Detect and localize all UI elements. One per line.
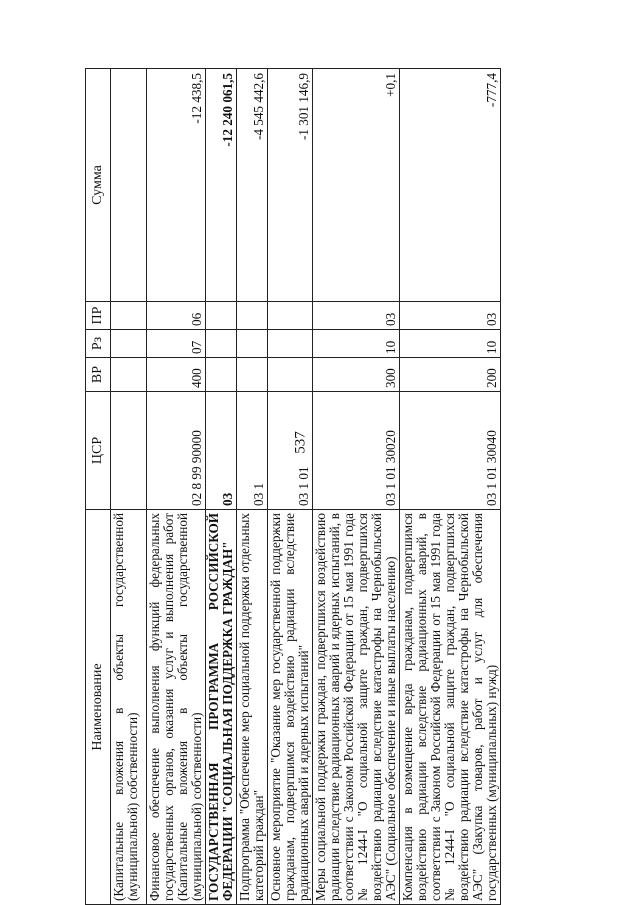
row-sum: -4 545 442,6 (237, 69, 268, 302)
row-vr (111, 358, 147, 392)
budget-table-sheet (85, 69, 612, 905)
row-vr (206, 358, 237, 392)
row-csr: 03 1 01 (268, 392, 313, 510)
row-csr: 02 8 99 90000 (147, 392, 206, 510)
header-vr: ВР (86, 358, 111, 392)
page-number: 537 (292, 431, 309, 454)
header-csr: ЦСР (86, 392, 111, 510)
table-row (206, 69, 237, 905)
row-rz: 10 (400, 330, 501, 358)
header-sum: Сумма (86, 69, 111, 302)
row-pr: 03 (400, 302, 501, 330)
row-name: Компенсация в возмещение вреда гражданам, подвергшимся воздействию радиации вследствие радиационных аварий, в соответствии с Законом Российской Федерации от 15 мая 1991 года № 1244-I "О социальной защите граждан, подвергшихся воздействию радиации вследствие катастрофы на Чернобыльской АЭС" (Закупка товаров, работ и услуг для обеспечения государственных (муниципальных) нужд) (400, 510, 501, 905)
row-pr: 03 (313, 302, 400, 330)
table-row (111, 69, 147, 905)
row-sum (111, 69, 147, 302)
table-row (268, 69, 313, 905)
row-rz (268, 330, 313, 358)
header-rz: Рз (86, 330, 111, 358)
row-csr: 03 1 01 30020 (313, 392, 400, 510)
row-pr: 06 (147, 302, 206, 330)
row-sum: -777,4 (400, 69, 501, 302)
row-vr: 300 (313, 358, 400, 392)
row-name: ГОСУДАРСТВЕННАЯ ПРОГРАММА РОССИЙСКОЙ ФЕДЕРАЦИИ "СОЦИАЛЬНАЯ ПОДДЕРЖКА ГРАЖДАН" (206, 510, 237, 905)
table-row (400, 69, 501, 905)
row-vr: 200 (400, 358, 501, 392)
table-row (313, 69, 400, 905)
row-rz (237, 330, 268, 358)
budget-table (85, 68, 501, 905)
row-vr (237, 358, 268, 392)
row-pr (206, 302, 237, 330)
row-sum: -12 438,5 (147, 69, 206, 302)
row-sum: -1 301 146,9 (268, 69, 313, 302)
header-name: Наименование (86, 510, 111, 905)
row-name: Основное мероприятие "Оказание мер государственной поддержки гражданам, подвергшимся воздействию радиации вследствие радиационных аварий и ядерных испытаний" (268, 510, 313, 905)
row-pr (111, 302, 147, 330)
row-pr (268, 302, 313, 330)
row-name: Финансовое обеспечение выполнения функций федеральных государственных органов, оказания услуг и выполнения работ (Капитальные вложения в объекты государственной (муниципальной) собственности) (147, 510, 206, 905)
row-csr: 03 (206, 392, 237, 510)
row-csr: 03 1 (237, 392, 268, 510)
row-name: (Капитальные вложения в объекты государственной (муниципальной) собственности) (111, 510, 147, 905)
row-csr: 03 1 01 30040 (400, 392, 501, 510)
row-pr (237, 302, 268, 330)
table-header-row (86, 69, 111, 905)
row-rz (111, 330, 147, 358)
row-rz: 10 (313, 330, 400, 358)
row-vr: 400 (147, 358, 206, 392)
row-rz: 07 (147, 330, 206, 358)
table-row (237, 69, 268, 905)
row-name: Подпрограмма "Обеспечение мер социальной поддержки отдельных категорий граждан" (237, 510, 268, 905)
table-row (147, 69, 206, 905)
row-csr (111, 392, 147, 510)
row-rz (206, 330, 237, 358)
row-name: Меры социальной поддержки граждан, подвергшихся воздействию радиации вследствие радиационных аварий и ядерных испытаний, в соответствии с Законом Российской Федерации от 15 мая 1991 года № 1244-I "О социальной защите граждан, подвергшихся воздействию радиации вследствие катастрофы на Чернобыльской АЭС" (Социальное обеспечение и иные выплаты населению) (313, 510, 400, 905)
header-pr: ПР (86, 302, 111, 330)
row-vr (268, 358, 313, 392)
row-sum: +0,1 (313, 69, 400, 302)
row-sum: -12 240 061,5 (206, 69, 237, 302)
